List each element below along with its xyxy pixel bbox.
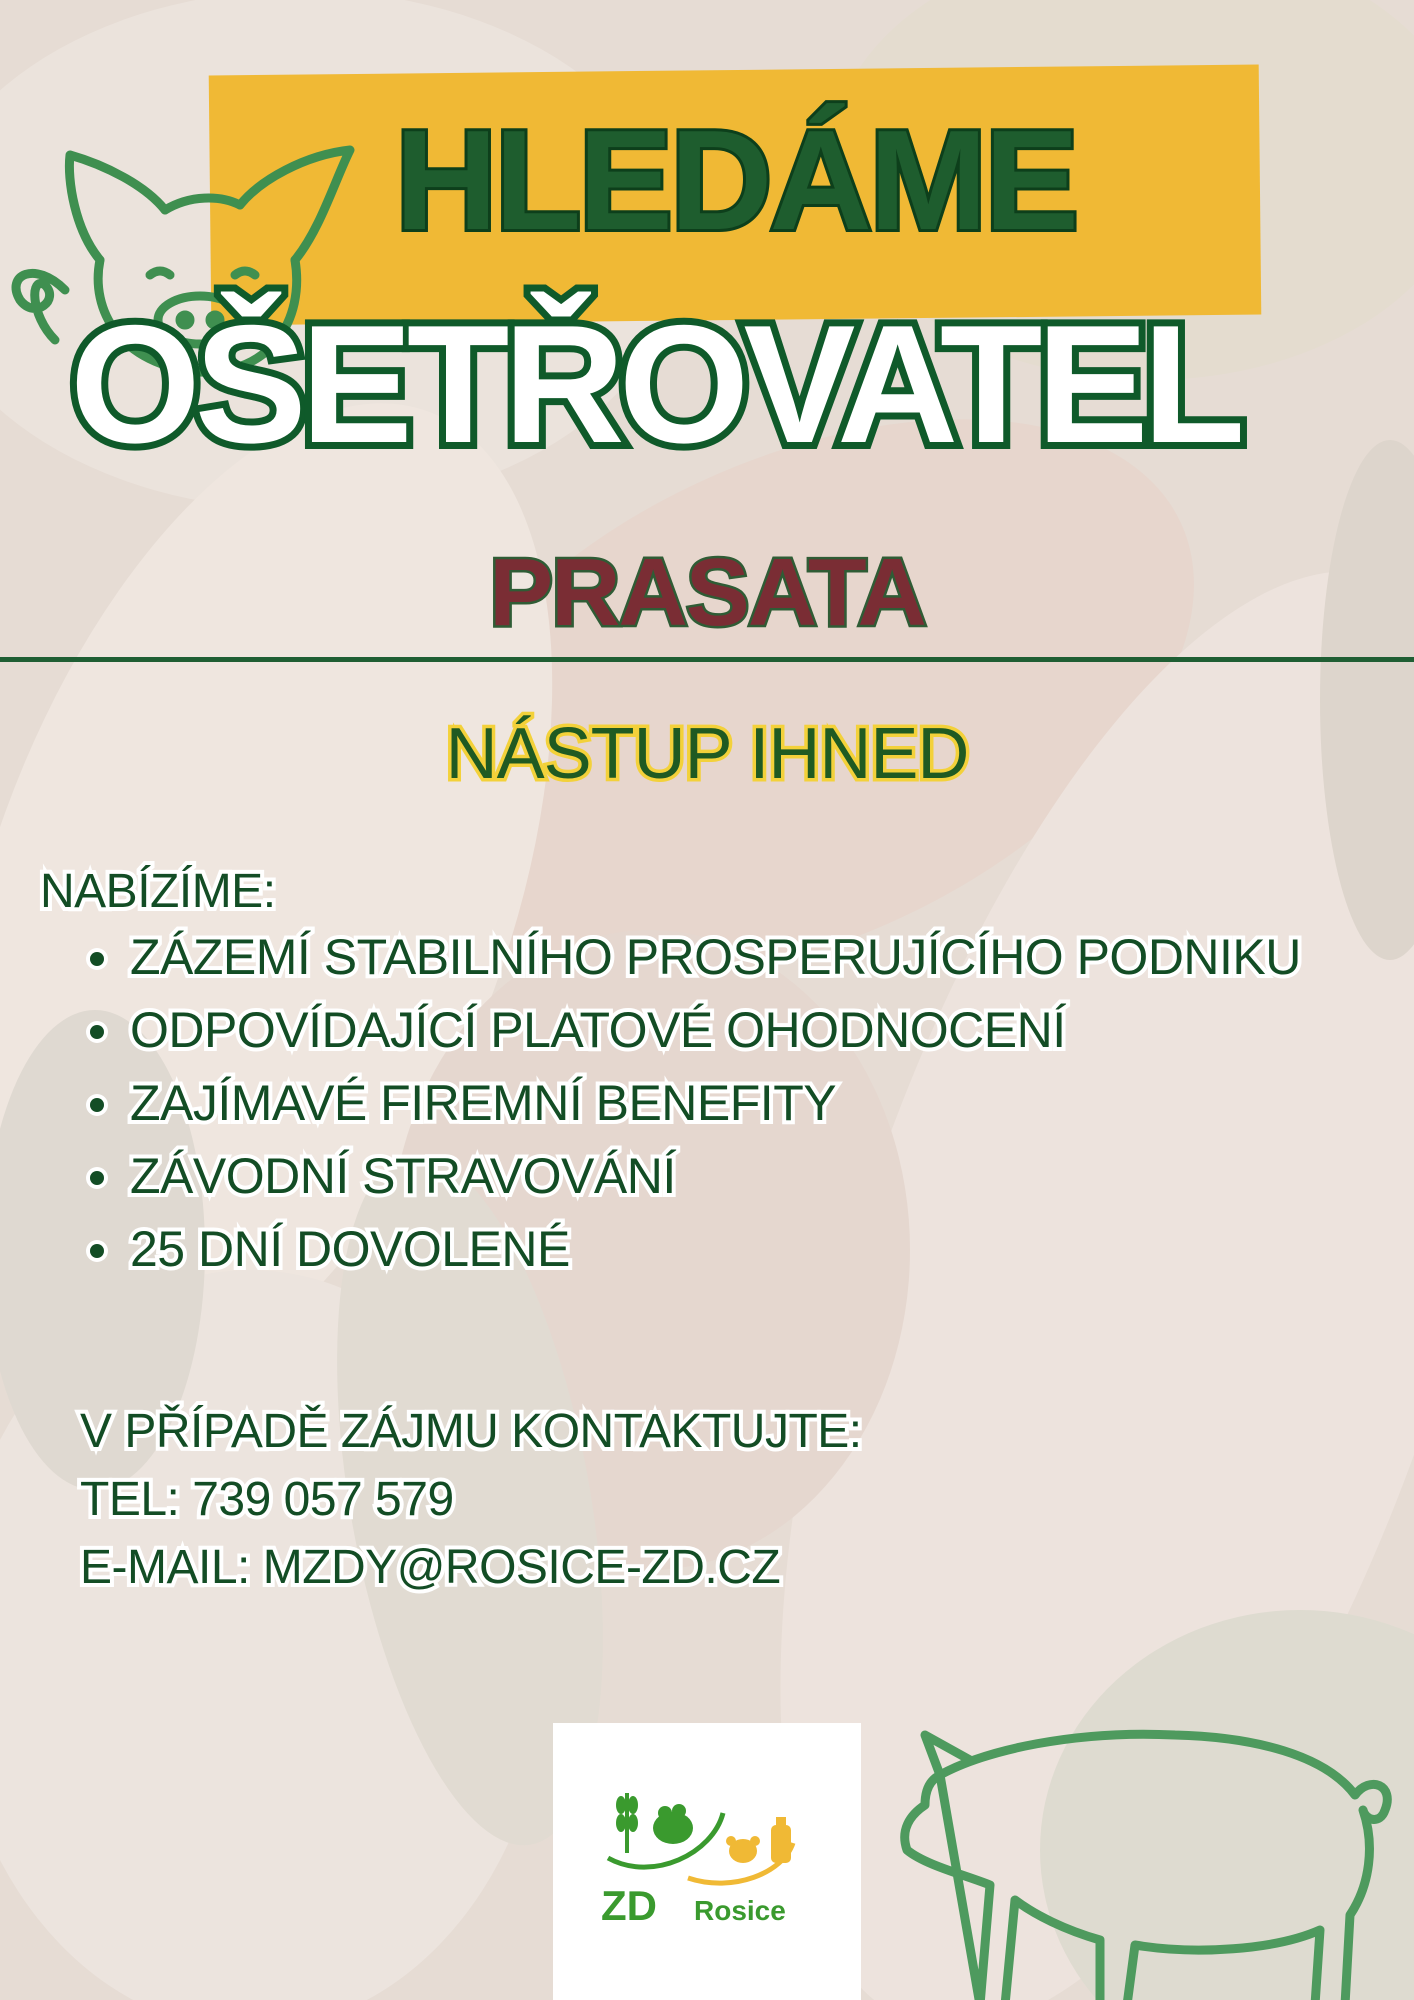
list-item bbox=[90, 929, 1301, 1005]
divider bbox=[0, 657, 1414, 662]
logo-abbreviation: ZD bbox=[601, 1882, 657, 1929]
headline: HLEDÁME bbox=[395, 101, 1077, 260]
job-title: OŠETŘOVATEL bbox=[70, 290, 1240, 478]
list-item bbox=[90, 1148, 1301, 1224]
offer-text: 25 DNÍ DOVOLENÉ bbox=[130, 1221, 570, 1277]
logo-emblem bbox=[593, 1783, 823, 1893]
offer-list bbox=[90, 929, 1301, 1297]
contact-block bbox=[80, 1405, 862, 1612]
list-item bbox=[90, 1221, 1301, 1297]
milk-bottle-icon bbox=[771, 1817, 791, 1863]
contact-heading: V PŘÍPADĚ ZÁJMU KONTAKTUJTE: bbox=[80, 1405, 862, 1458]
logo-name: Rosice bbox=[694, 1895, 786, 1926]
offer-text: ZÁVODNÍ STRAVOVÁNÍ bbox=[130, 1148, 676, 1204]
bullet-icon bbox=[90, 1025, 104, 1039]
cow-icon bbox=[726, 1836, 760, 1863]
vegetable-basket-icon bbox=[653, 1804, 693, 1844]
start-date-text: NÁSTUP IHNED bbox=[445, 714, 969, 794]
bullet-icon bbox=[90, 1244, 104, 1258]
phone-number[interactable]: TEL: 739 057 579 bbox=[80, 1473, 454, 1526]
offer-heading: NABÍZÍME: bbox=[40, 865, 276, 918]
list-item bbox=[90, 1002, 1301, 1078]
bullet-icon bbox=[90, 1098, 104, 1112]
bullet-icon bbox=[90, 1171, 104, 1185]
bullet-icon bbox=[90, 952, 104, 966]
offer-text: ODPOVÍDAJÍCÍ PLATOVÉ OHODNOCENÍ bbox=[130, 1002, 1066, 1058]
job-subtitle: PRASATA bbox=[489, 539, 925, 646]
offer-text: ZÁZEMÍ STABILNÍHO PROSPERUJÍCÍHO PODNIKU bbox=[130, 929, 1301, 985]
company-logo bbox=[553, 1723, 861, 2000]
wheat-icon bbox=[616, 1793, 638, 1853]
email-address[interactable]: E-MAIL: MZDY@ROSICE-ZD.CZ bbox=[80, 1541, 781, 1594]
offer-text: ZAJÍMAVÉ FIREMNÍ BENEFITY bbox=[130, 1075, 837, 1131]
pig-silhouette-icon bbox=[895, 1715, 1395, 2000]
list-item bbox=[90, 1075, 1301, 1151]
